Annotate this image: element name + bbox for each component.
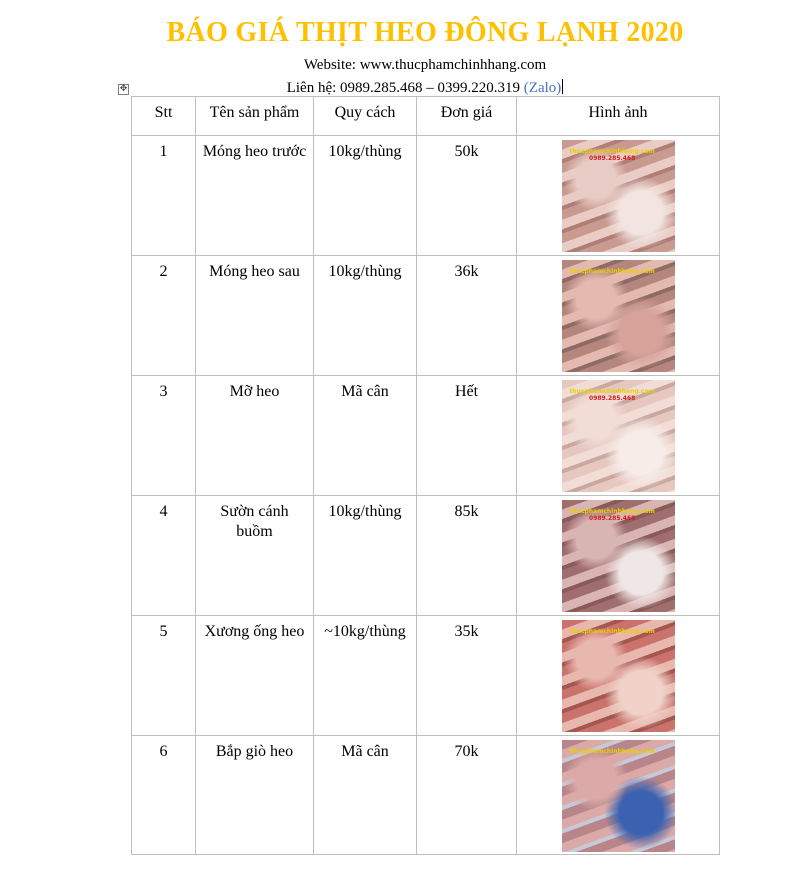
cell-stt[interactable]: 1 xyxy=(132,136,196,256)
price-table xyxy=(131,96,720,855)
watermark-site: thucphamchinhhang.com xyxy=(569,148,655,155)
photo-watermark xyxy=(570,268,655,275)
cell-stt[interactable]: 6 xyxy=(132,736,196,855)
document-title: BÁO GIÁ THỊT HEO ĐÔNG LẠNH 2020 xyxy=(166,17,684,48)
table-row xyxy=(132,256,720,376)
cell-image[interactable] xyxy=(517,136,720,256)
cell-unit-price[interactable]: Hết xyxy=(417,376,517,496)
watermark-phone: 0989.285.468 xyxy=(589,395,636,402)
cell-unit-price[interactable]: 70k xyxy=(417,736,517,855)
table-row xyxy=(132,136,720,256)
zalo-label: (Zalo) xyxy=(523,80,562,96)
header-product-name[interactable]: Tên sản phẩm xyxy=(196,97,314,136)
watermark-phone: 0989.285.468 xyxy=(589,155,636,162)
table-row xyxy=(132,736,720,855)
watermark-phone: 0989.285.468 xyxy=(589,515,636,522)
watermark-site: thucphamchinhhang.com xyxy=(569,268,655,275)
cell-product-name[interactable]: Móng heo trước xyxy=(196,136,314,256)
cell-spec[interactable]: Mã cân xyxy=(314,376,417,496)
cell-unit-price[interactable]: 35k xyxy=(417,616,517,736)
watermark-site: thucphamchinhhang.com xyxy=(569,748,655,755)
product-photo[interactable] xyxy=(562,380,675,492)
table-row xyxy=(132,616,720,736)
header-stt[interactable]: Stt xyxy=(132,97,196,136)
cell-image[interactable] xyxy=(517,496,720,616)
cell-image[interactable] xyxy=(517,376,720,496)
contact-phones: Liên hệ: 0989.285.468 – 0399.220.319 xyxy=(286,80,521,96)
website-line: Website: www.thucphamchinhhang.com xyxy=(303,57,547,73)
photo-watermark xyxy=(570,388,655,402)
photo-watermark xyxy=(570,148,655,162)
cell-product-name[interactable]: Mỡ heo xyxy=(196,376,314,496)
cell-unit-price[interactable]: 36k xyxy=(417,256,517,376)
product-photo[interactable] xyxy=(562,260,675,372)
cell-spec[interactable]: Mã cân xyxy=(314,736,417,855)
cell-unit-price[interactable]: 85k xyxy=(417,496,517,616)
text-cursor xyxy=(562,79,563,94)
cell-spec[interactable]: 10kg/thùng xyxy=(314,136,417,256)
cell-product-name[interactable]: Sườn cánh buồm xyxy=(196,496,314,616)
cell-spec[interactable]: ~10kg/thùng xyxy=(314,616,417,736)
cell-stt[interactable]: 3 xyxy=(132,376,196,496)
product-photo[interactable] xyxy=(562,140,675,252)
cell-image[interactable] xyxy=(517,736,720,855)
product-photo[interactable] xyxy=(562,740,675,852)
product-photo[interactable] xyxy=(562,620,675,732)
cell-product-name[interactable]: Xương ống heo xyxy=(196,616,314,736)
header-image[interactable]: Hình ảnh xyxy=(517,97,720,136)
photo-watermark xyxy=(570,508,655,522)
cell-stt[interactable]: 5 xyxy=(132,616,196,736)
cell-product-name[interactable]: Bắp giò heo xyxy=(196,736,314,855)
table-header-row xyxy=(132,97,720,136)
cell-stt[interactable]: 2 xyxy=(132,256,196,376)
watermark-site: thucphamchinhhang.com xyxy=(569,388,655,395)
watermark-site: thucphamchinhhang.com xyxy=(569,628,655,635)
photo-watermark xyxy=(570,748,655,755)
header-spec[interactable]: Quy cách xyxy=(314,97,417,136)
cell-image[interactable] xyxy=(517,256,720,376)
cell-image[interactable] xyxy=(517,616,720,736)
table-move-handle-icon[interactable]: ✥ xyxy=(119,84,128,94)
photo-watermark xyxy=(570,628,655,635)
watermark-site: thucphamchinhhang.com xyxy=(569,508,655,515)
cell-product-name[interactable]: Móng heo sau xyxy=(196,256,314,376)
table-row xyxy=(132,376,720,496)
cell-stt[interactable]: 4 xyxy=(132,496,196,616)
table-row xyxy=(132,496,720,616)
header-unit-price[interactable]: Đơn giá xyxy=(417,97,517,136)
cell-spec[interactable]: 10kg/thùng xyxy=(314,256,417,376)
cell-spec[interactable]: 10kg/thùng xyxy=(314,496,417,616)
cell-unit-price[interactable]: 50k xyxy=(417,136,517,256)
product-photo[interactable] xyxy=(562,500,675,612)
